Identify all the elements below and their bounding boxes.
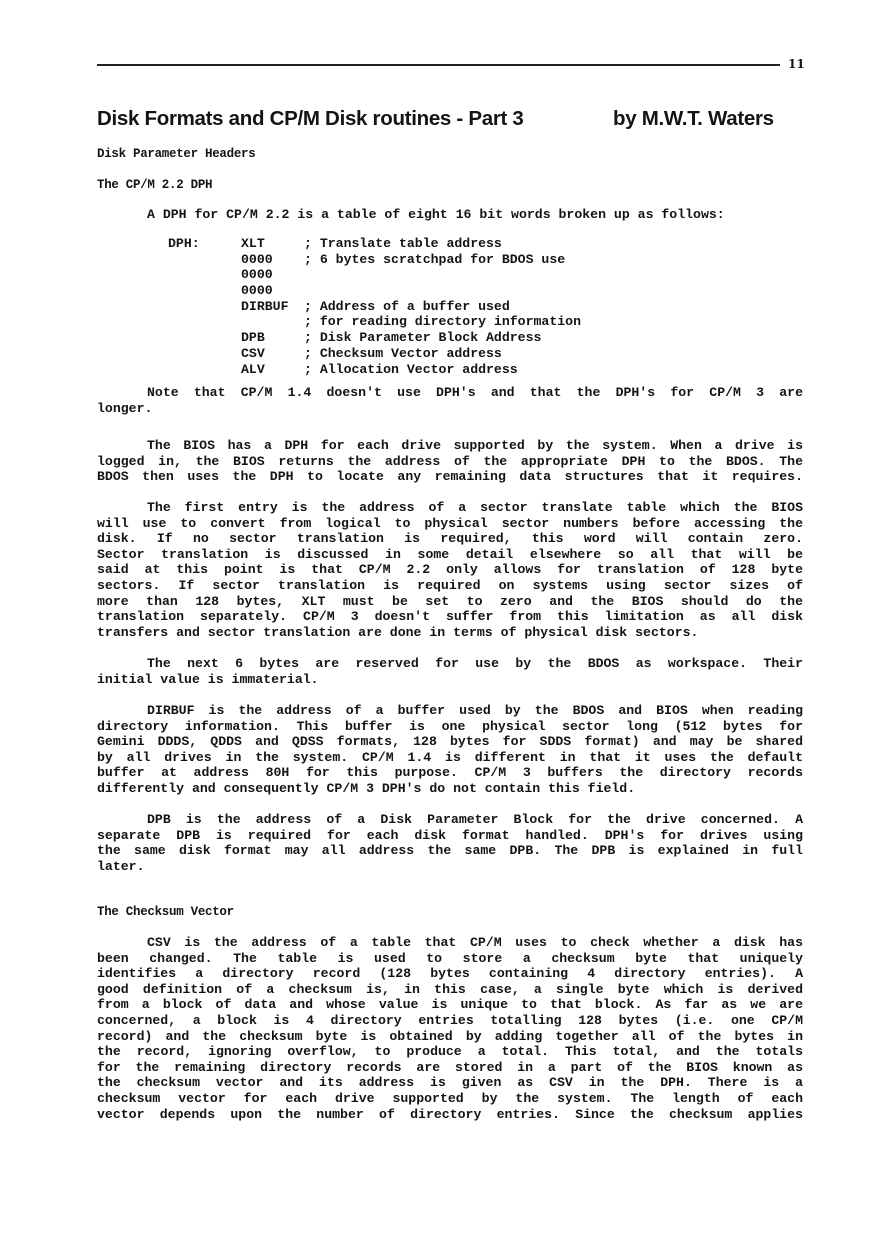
dph-row: ; for reading directory information <box>304 314 581 330</box>
header-rule <box>97 64 780 66</box>
dph-row: DIRBUF ; Address of a buffer used <box>241 298 510 314</box>
dph-table <box>168 236 581 377</box>
paragraph-bios: The BIOS has a DPH for each drive supported by the system. When a drive is logged in, the BIOS returns the address of the appropriate DPH to the BDOS. The BDOS then uses the DPH to locate any remaining data structures that it requires. <box>97 438 803 485</box>
dph-row: ALV ; Allocation Vector address <box>241 361 518 377</box>
page-number: 11 <box>788 57 805 71</box>
checksum-heading: The Checksum Vector <box>97 905 234 919</box>
intro-text: A DPH for CP/M 2.2 is a table of eight 16 bit words broken up as follows: <box>147 207 725 222</box>
section-heading: Disk Parameter Headers <box>97 147 256 161</box>
intro-paragraph <box>97 207 803 223</box>
dph-row: 0000 <box>241 267 273 283</box>
article-author: by M.W.T. Waters <box>613 107 774 130</box>
dph-row: 0000 <box>241 283 273 299</box>
paragraph-note: Note that CP/M 1.4 doesn't use DPH's and that the DPH's for CP/M 3 are longer. <box>97 385 803 416</box>
paragraph-workspace: The next 6 bytes are reserved for use by the BDOS as workspace. Their initial value is immaterial. <box>97 656 803 687</box>
dph-row: DPB ; Disk Parameter Block Address <box>241 330 542 346</box>
paragraph-checksum: CSV is the address of a table that CP/M uses to check whether a disk has been changed. The table is used to store a checksum byte that uniquely identifies a directory record (128 bytes containing 4 directory entries). A good definition of a checksum is, in this case, a single byte which is derived from a block of data and whose value is unique to that block. As far as we are concerned, a block is 4 directory entries totalling 128 bytes (i.e. one CP/M record) and the checksum byte is obtained by adding together all of the bytes in the record, ignoring overflow, to produce a total. This total, and the totals for the remaining directory records are stored in a part of the BIOS known as the checksum vector and its address is given as CSV in the DPH. There is a checksum vector for each drive supported by the system. The length of each vector depends upon the number of directory entries. Since the checksum applies <box>97 935 803 1122</box>
article-title: Disk Formats and CP/M Disk routines - Part 3 <box>97 107 524 130</box>
paragraph-first-entry: The first entry is the address of a sector translate table which the BIOS will use to convert from logical to physical sector numbers before accessing the disk. If no sector translation is required, this word will contain zero. Sector translation is discussed in some detail elsewhere so all that will be said at this point is that CP/M 2.2 only allows for translation of 128 byte sectors. If sector translation is required on systems using sector sizes of more than 128 bytes, XLT must be set to zero and the BIOS should do the translation separately. CP/M 3 doesn't suffer from this limitation as all disk transfers and sector translation are done in terms of physical disk sectors. <box>97 500 803 640</box>
dph-row: CSV ; Checksum Vector address <box>241 345 502 361</box>
subheading: The CP/M 2.2 DPH <box>97 178 213 192</box>
dph-row: 0000 ; 6 bytes scratchpad for BDOS use <box>241 251 566 267</box>
dph-row: DPH: XLT ; Translate table address <box>168 236 502 251</box>
paragraph-dpb: DPB is the address of a Disk Parameter Block for the drive concerned. A separate DPB is required for each disk format handled. DPH's for drives using the same disk format may all address the same DPB. The DPB is explained in full later. <box>97 812 803 874</box>
paragraph-dirbuf: DIRBUF is the address of a buffer used by the BDOS and BIOS when reading directory information. This buffer is one physical sector long (512 bytes for Gemini DDDS, QDDS and QDSS formats, 128 bytes for SDDS format) and may be shared by all drives in the system. CP/M 1.4 is different in that it uses the default buffer at address 80H for this purpose. CP/M 3 buffers the directory records differently and consequently CP/M 3 DPH's do not contain this field. <box>97 703 803 796</box>
